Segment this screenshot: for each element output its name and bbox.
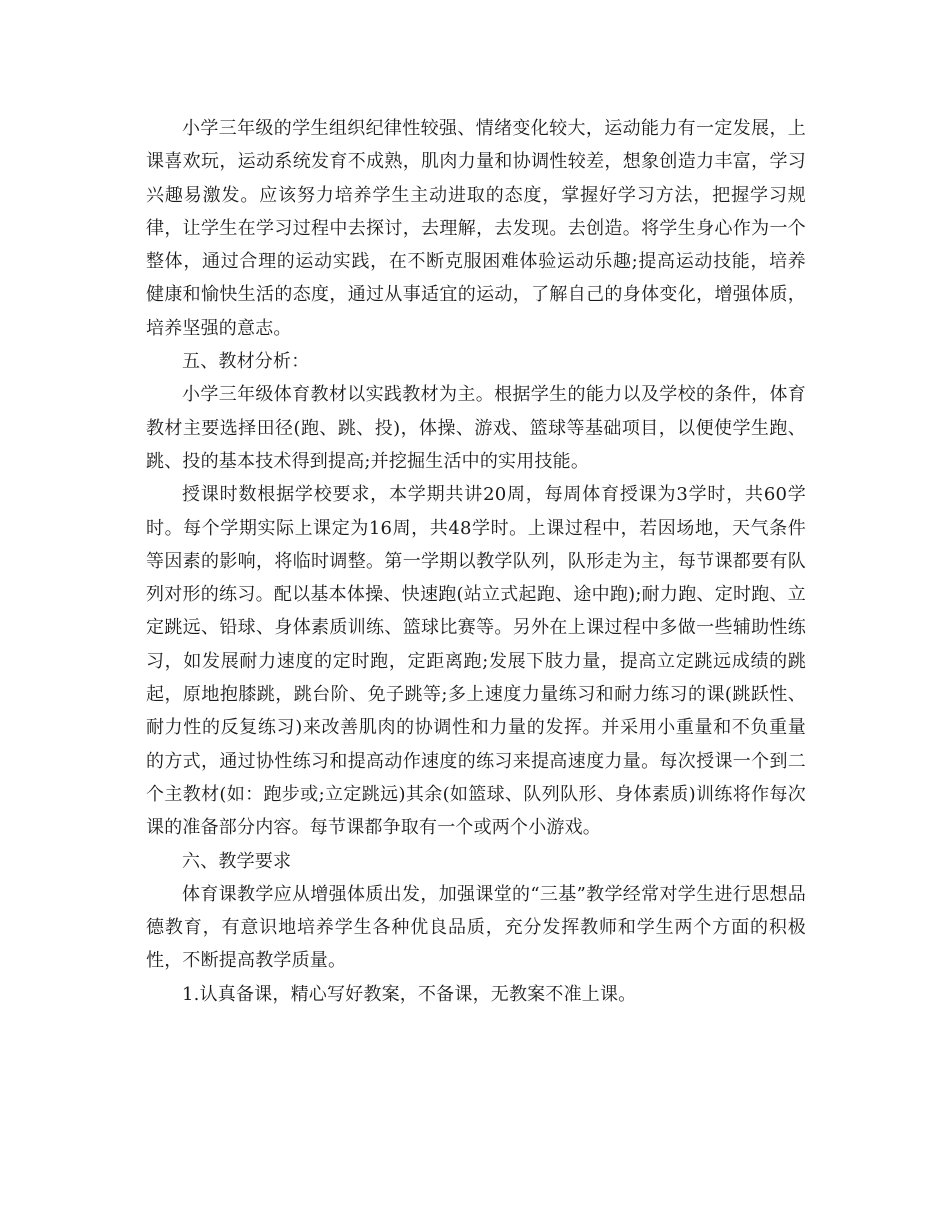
paragraph-teaching-goals: 体育课教学应从增强体质出发，加强课堂的“三基”教学经常对学生进行思想品德教育，有意识地培养学生各种优良品质，充分发挥教师和学生两个方面的积极性，不断提高教学质量。: [146, 883, 806, 972]
list-item-lesson-preparation: 1.认真备课，精心写好教案，不备课，无教案不准上课。: [182, 983, 637, 1005]
paragraph-textbook-content: 小学三年级体育教材以实践教材为主。根据学生的能力以及学校的条件，体育教材主要选择田径(跑、跳、投)，体操、游戏、篮球等基础项目，以便使学生跑、跳、投的基本技术得到提高;并挖掘生活中的实用技能。: [146, 384, 806, 472]
section-heading-teaching-requirements: 六、教学要求: [182, 850, 292, 872]
paragraph-teaching-hours: 授课时数根据学校要求，本学期共讲20周，每周体育授课为3学时，共60学时。每个学期实际上课定为16周，共48学时。上课过程中，若因场地，天气条件等因素的影响，将临时调整。第一学期以教学队列，队形走为主，每节课都要有队列对形的练习。配以基本体操、快速跑(站立式起跑、途中跑);耐力跑、定时跑、立定跳远、铅球、身体素质训练、篮球比赛等。另外在上课过程中多做一些辅助性练习，如发展耐力速度的定时跑，定距离跑;发展下肢力量，提高立定跳远成绩的跳起，原地抱膝跳，跳台阶、免子跳等;多上速度力量练习和耐力练习的课(跳跃性、耐力性的反复练习)来改善肌肉的协调性和力量的发挥。并采用小重量和不负重量的方式，通过协性练习和提高动作速度的练习来提高速度力量。每次授课一个到二个主教材(如：跑步或;立定跳远)其余(如篮球、队列队形、身体素质)训练将作每次课的准备部分内容。每节课都争取有一个或两个小游戏。: [146, 484, 806, 839]
paragraph-student-analysis: 小学三年级的学生组织纪律性较强、情绪变化较大，运动能力有一定发展，上课喜欢玩，运动系统发育不成熟，肌肉力量和协调性较差，想象创造力丰富，学习兴趣易激发。应该努力培养学生主动进取的态度，掌握好学习方法，把握学习规律，让学生在学习过程中去探讨，去理解，去发现。去创造。将学生身心作为一个整体，通过合理的运动实践，在不断克服困难体验运动乐趣;提高运动技能，培养健康和愉快生活的态度，通过从事适宜的运动，了解自己的身体变化，增强体质，培养坚强的意志。: [146, 118, 806, 339]
document-body: [146, 112, 806, 1011]
section-heading-textbook-analysis: 五、教材分析：: [182, 351, 310, 373]
